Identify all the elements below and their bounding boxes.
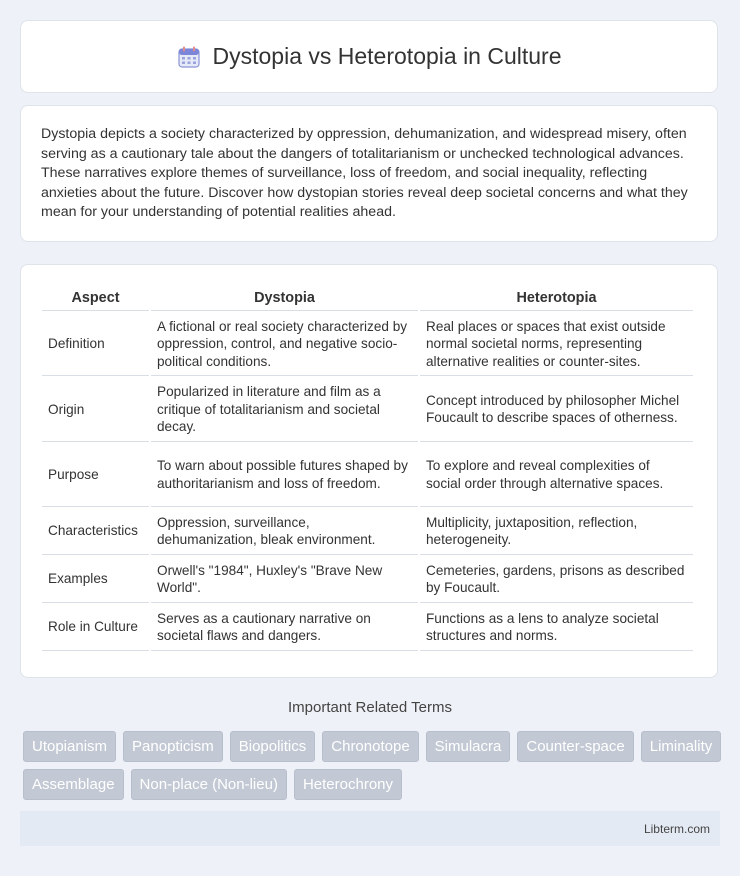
intro-text: Dystopia depicts a society characterized by oppression, dehumanization, and widespread misery, often serving as a cautionary tale about the dangers of totalitarianism or unchecked technological advances. These narratives explore themes of surveillance, loss of freedom, and social inequality, reflecting anxieties about the future. Discover how dystopian stories reveal deep societal concerns and what they mean for your understanding of potential realities ahead. <box>41 126 688 221</box>
cell-heterotopia: Multiplicity, juxtaposition, reflection, heterogeneity. <box>420 509 693 555</box>
cell-dystopia: A fictional or real society characterized by oppression, control, and negative socio-political conditions. <box>151 313 418 377</box>
related-term-tag[interactable]: Non-place (Non-lieu) <box>131 769 287 800</box>
related-term-tag[interactable]: Biopolitics <box>230 731 316 762</box>
related-terms-title: Important Related Terms <box>288 699 452 716</box>
footer-brand-link[interactable]: Libterm.com <box>643 822 710 836</box>
comparison-table <box>40 283 695 653</box>
cell-aspect: Origin <box>42 378 149 442</box>
table-row <box>42 378 693 442</box>
table-row <box>42 509 693 555</box>
table-header-row <box>42 285 693 311</box>
cell-aspect: Purpose <box>42 444 149 507</box>
header-aspect: Aspect <box>42 285 149 311</box>
related-term-tag[interactable]: Simulacra <box>426 731 511 762</box>
related-term-tag[interactable]: Heterochrony <box>294 769 402 800</box>
cell-aspect: Definition <box>42 313 149 377</box>
cell-aspect: Characteristics <box>42 509 149 555</box>
cell-heterotopia: Functions as a lens to analyze societal structures and norms. <box>420 605 693 651</box>
comparison-card <box>20 264 718 678</box>
cell-dystopia: Orwell's "1984", Huxley's "Brave New World". <box>151 557 418 603</box>
cell-dystopia: Popularized in literature and film as a critique of totalitarianism and societal decay. <box>151 378 418 442</box>
cell-heterotopia: To explore and reveal complexities of social order through alternative spaces. <box>420 444 693 507</box>
related-term-tag[interactable]: Counter-space <box>517 731 633 762</box>
related-term-tag[interactable]: Panopticism <box>123 731 223 762</box>
header-heterotopia: Heterotopia <box>420 285 693 311</box>
cell-dystopia: Serves as a cautionary narrative on societal flaws and dangers. <box>151 605 418 651</box>
cell-aspect: Role in Culture <box>42 605 149 651</box>
related-term-tag[interactable]: Liminality <box>641 731 722 762</box>
related-term-tag[interactable]: Utopianism <box>23 731 116 762</box>
table-row <box>42 605 693 651</box>
calendar-icon <box>177 45 201 69</box>
cell-dystopia: To warn about possible futures shaped by authoritarianism and loss of freedom. <box>151 444 418 507</box>
cell-heterotopia: Concept introduced by philosopher Michel Foucault to describe spaces of otherness. <box>420 378 693 442</box>
table-row <box>42 444 693 507</box>
cell-heterotopia: Real places or spaces that exist outside normal societal norms, representing alternative realities or counter-sites. <box>420 313 693 377</box>
footer <box>20 811 720 846</box>
cell-dystopia: Oppression, surveillance, dehumanization, bleak environment. <box>151 509 418 555</box>
cell-aspect: Examples <box>42 557 149 603</box>
header-card <box>20 20 718 93</box>
table-row <box>42 557 693 603</box>
related-term-tag[interactable]: Assemblage <box>23 769 124 800</box>
related-term-tag[interactable]: Chronotope <box>322 731 418 762</box>
cell-heterotopia: Cemeteries, gardens, prisons as described by Foucault. <box>420 557 693 603</box>
intro-card <box>20 105 718 242</box>
related-terms-list <box>23 731 723 800</box>
page-title: Dystopia vs Heterotopia in Culture <box>212 43 562 69</box>
table-row <box>42 313 693 377</box>
header-dystopia: Dystopia <box>151 285 418 311</box>
